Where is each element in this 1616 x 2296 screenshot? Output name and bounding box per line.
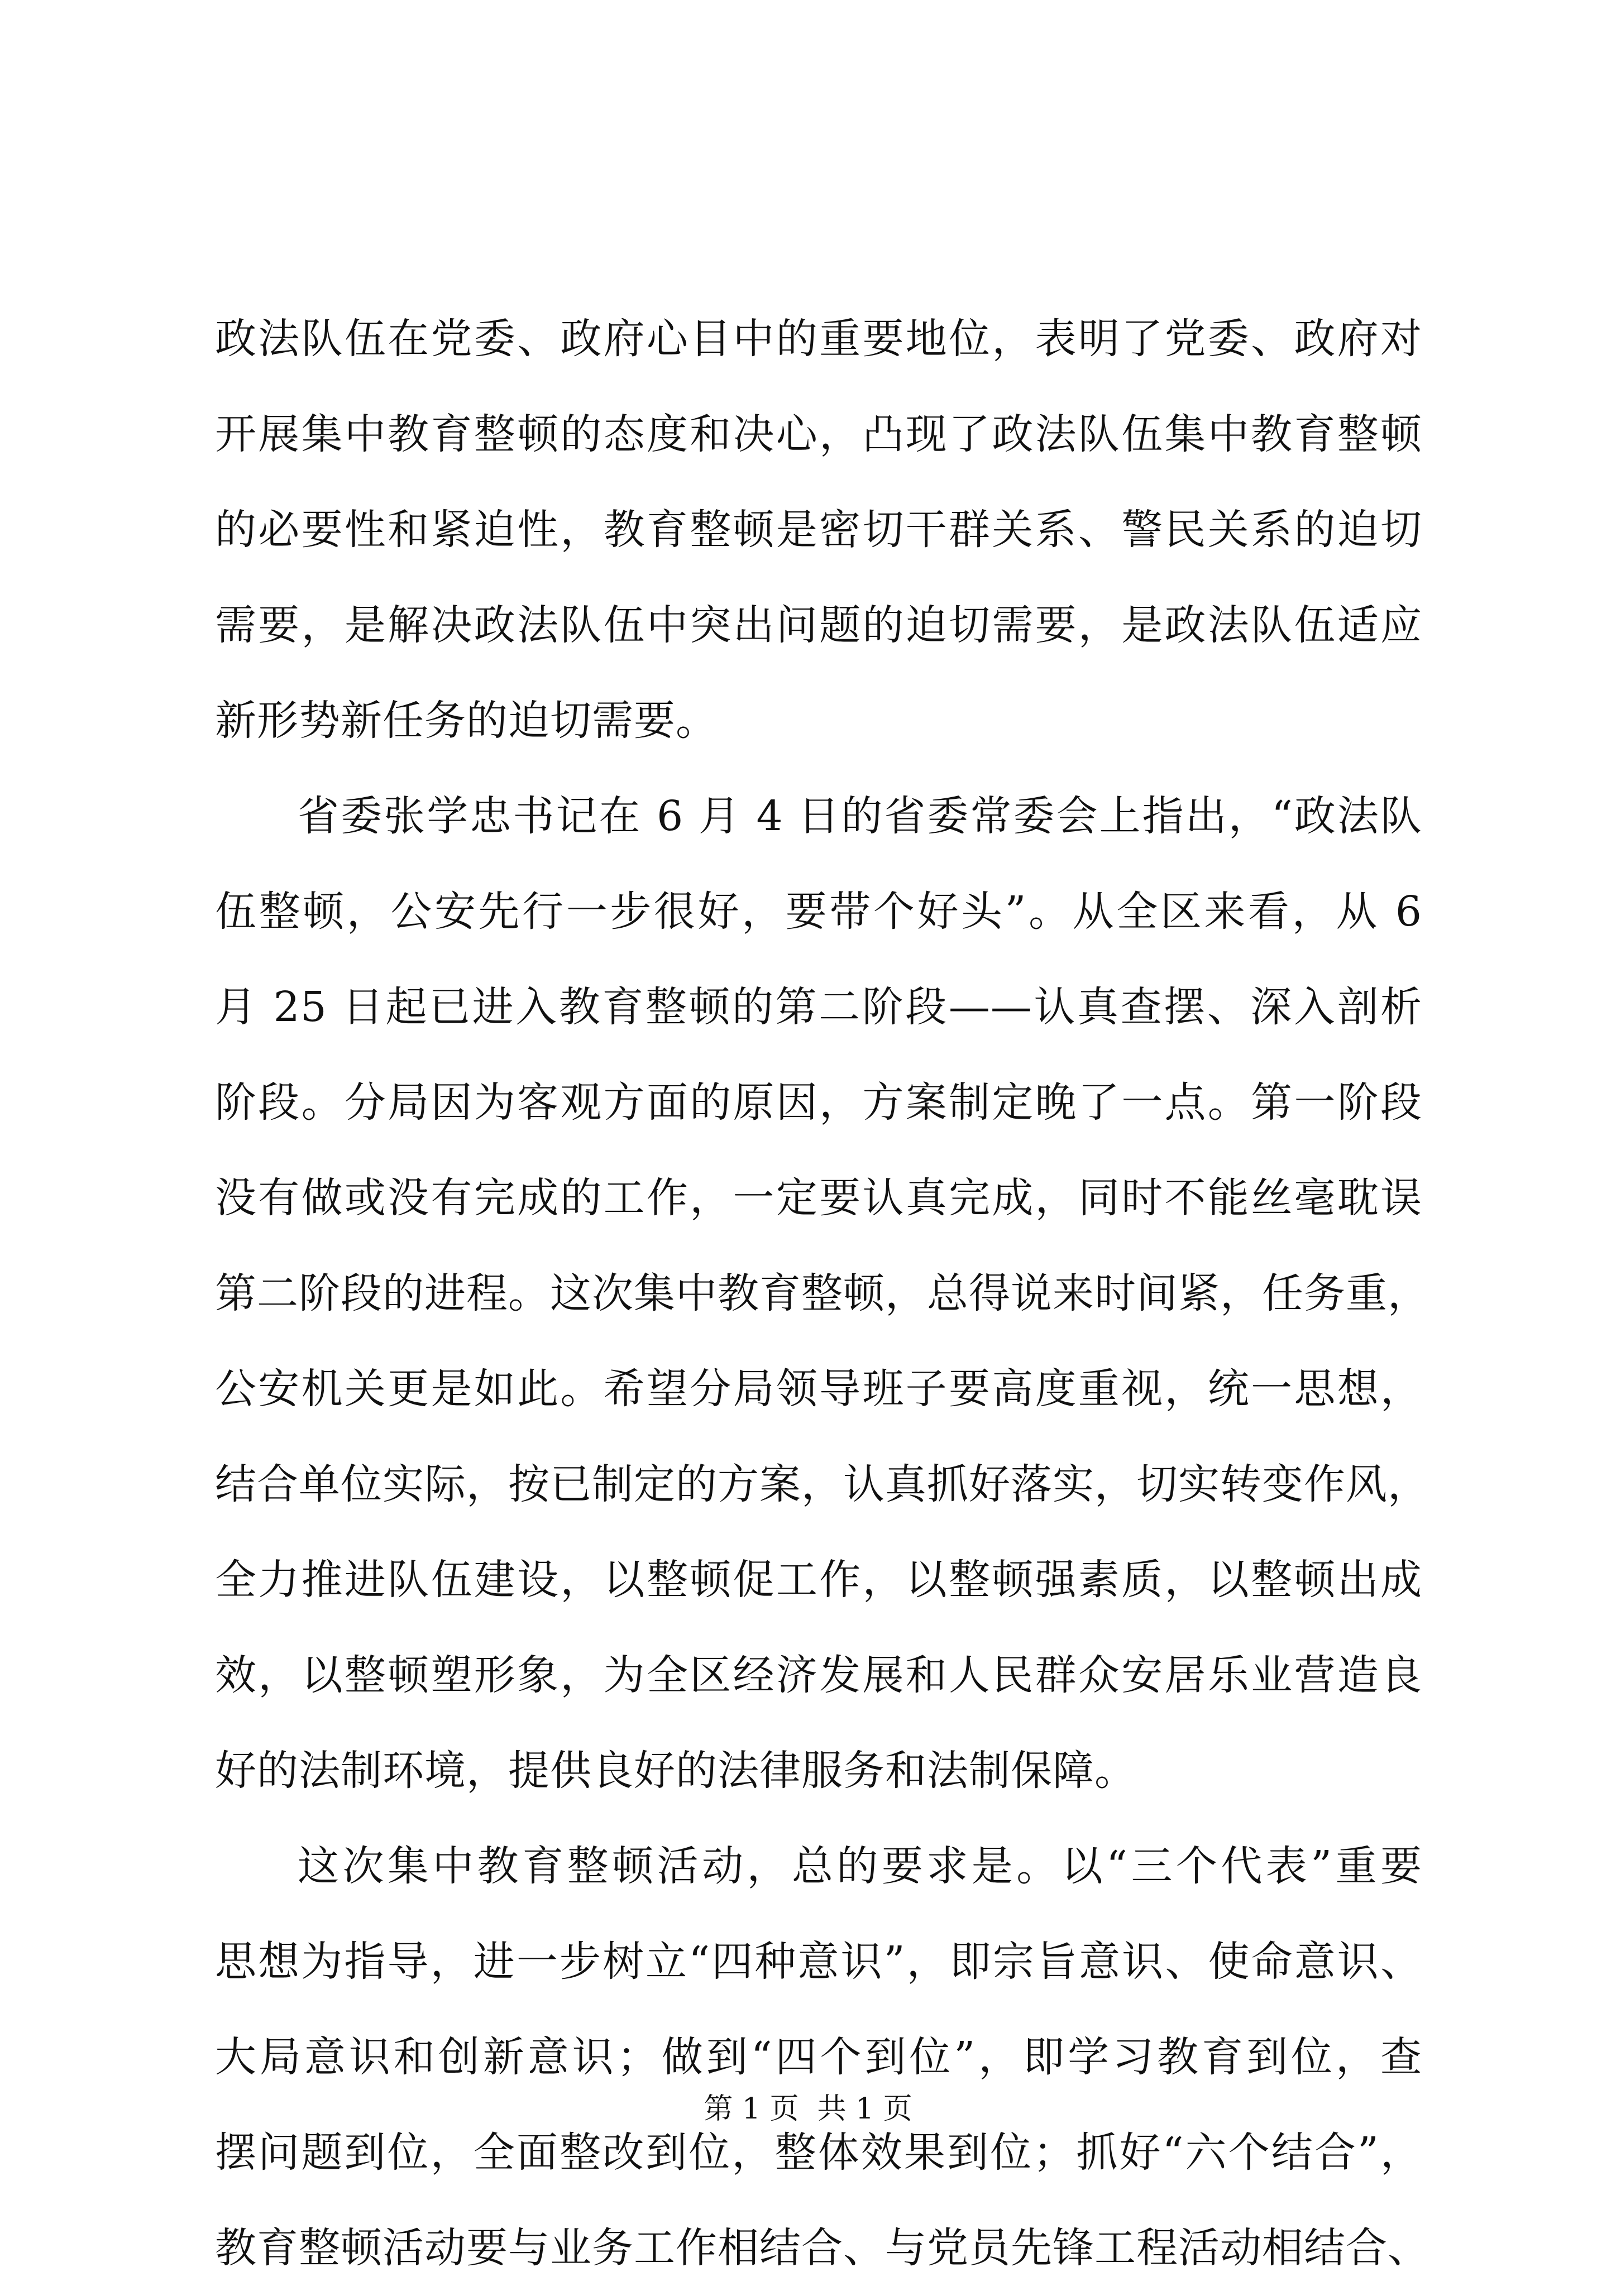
text-line: 需要，是解决政法队伍中突出问题的迫切需要，是政法队伍适应 (215, 601, 1422, 649)
page-number-label: 第 1 页 共 1 页 (704, 2092, 912, 2126)
text-line: 新形势新任务的迫切需要。 (215, 697, 718, 745)
text-line: 结合单位实际，按已制定的方案，认真抓好落实，切实转变作风， (215, 1460, 1429, 1508)
text-line: 没有做或没有完成的工作，一定要认真完成，同时不能丝毫耽误 (215, 1174, 1422, 1222)
text-line: 的必要性和紧迫性，教育整顿是密切干群关系、警民关系的迫切 (215, 506, 1422, 554)
document-body (215, 291, 1429, 2296)
text-line: 这次集中教育整顿活动，总的要求是。以“三个代表”重要 (298, 1842, 1422, 1890)
text-line: 省委张学忠书记在 6 月 4 日的省委常委会上指出，“政法队 (298, 792, 1422, 840)
text-line: 阶段。分局因为客观方面的原因，方案制定晚了一点。第一阶段 (215, 1079, 1422, 1127)
text-line: 第二阶段的进程。这次集中教育整顿，总得说来时间紧，任务重， (215, 1269, 1429, 1317)
text-line: 公安机关更是如此。希望分局领导班子要高度重视，统一思想， (215, 1365, 1422, 1413)
text-line: 摆问题到位，全面整改到位，整体效果到位；抓好“六个结合”， (215, 2129, 1422, 2177)
text-line: 思想为指导，进一步树立“四种意识”，即宗旨意识、使命意识、 (215, 1938, 1422, 1986)
text-line: 好的法制环境，提供良好的法律服务和法制保障。 (215, 1747, 1136, 1795)
text-line: 政法队伍在党委、政府心目中的重要地位，表明了党委、政府对 (215, 315, 1422, 363)
text-line: 伍整顿，公安先行一步很好，要带个好头”。从全区来看，从 6 (215, 888, 1422, 936)
page-footer (0, 2092, 1616, 2126)
text-line: 大局意识和创新意识；做到“四个到位”，即学习教育到位，查 (215, 2033, 1422, 2081)
text-line: 开展集中教育整顿的态度和决心，凸现了政法队伍集中教育整顿 (215, 410, 1422, 458)
text-line: 效，以整顿塑形象，为全区经济发展和人民群众安居乐业营造良 (215, 1651, 1422, 1699)
text-line: 教育整顿活动要与业务工作相结合、与党员先锋工程活动相结合、 (215, 2224, 1429, 2272)
text-line: 月 25 日起已进入教育整顿的第二阶段——认真查摆、深入剖析 (215, 983, 1422, 1031)
text-line: 全力推进队伍建设，以整顿促工作，以整顿强素质，以整顿出成 (215, 1556, 1422, 1604)
